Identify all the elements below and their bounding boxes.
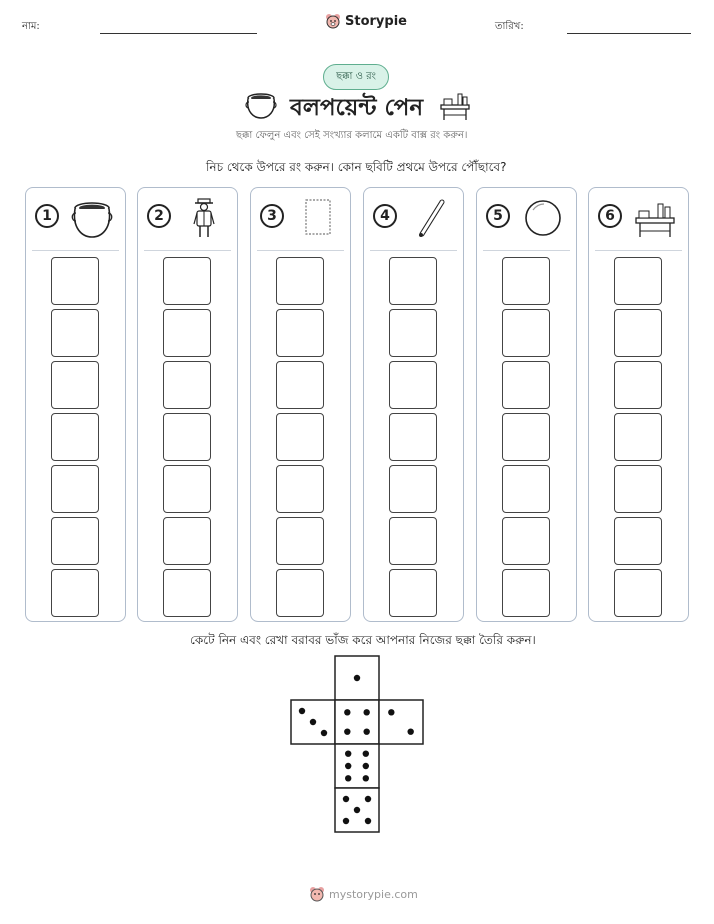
color-box[interactable]	[51, 569, 99, 617]
pot-icon	[68, 196, 116, 240]
color-box[interactable]	[502, 257, 550, 305]
color-box[interactable]	[276, 465, 324, 513]
ball-icon	[519, 196, 567, 240]
column-number: 5	[486, 204, 510, 228]
brand-logo	[325, 13, 407, 29]
date-label: তারিখ:	[495, 21, 524, 32]
column-5	[476, 187, 577, 622]
footer-logo	[309, 886, 418, 902]
die-face-6	[335, 744, 379, 788]
instruction-text: নিচ থেকে উপরে রং করুন। কোন ছবিটি প্রথমে উপরে পৌঁছাবে?	[206, 160, 507, 174]
workbench-icon	[438, 88, 472, 122]
color-box[interactable]	[163, 413, 211, 461]
column-divider	[32, 250, 119, 251]
color-box[interactable]	[614, 517, 662, 565]
die-pip	[363, 750, 369, 756]
die-pip	[363, 775, 369, 781]
die-face-1	[335, 656, 379, 700]
die-face-3	[291, 700, 335, 744]
color-box[interactable]	[614, 413, 662, 461]
color-box[interactable]	[276, 361, 324, 409]
column-number: 3	[260, 204, 284, 228]
column-divider	[595, 250, 682, 251]
workbench-icon	[631, 196, 679, 240]
color-box[interactable]	[163, 517, 211, 565]
name-label: নাম:	[22, 21, 40, 32]
color-box[interactable]	[51, 309, 99, 357]
color-box[interactable]	[51, 257, 99, 305]
color-box[interactable]	[276, 569, 324, 617]
color-box[interactable]	[614, 361, 662, 409]
die-face-5	[335, 788, 379, 832]
color-box[interactable]	[502, 517, 550, 565]
color-box[interactable]	[276, 309, 324, 357]
color-box[interactable]	[389, 517, 437, 565]
die-net[interactable]	[280, 650, 440, 840]
name-line[interactable]	[100, 33, 257, 34]
die-pip	[354, 675, 360, 681]
color-box[interactable]	[163, 361, 211, 409]
color-box[interactable]	[502, 465, 550, 513]
column-divider	[257, 250, 344, 251]
die-pip	[363, 763, 369, 769]
color-box[interactable]	[163, 257, 211, 305]
cut-instruction: কেটে নিন এবং রেখা বরাবর ভাঁজ করে আপনার নিজের ছক্কা তৈরি করুন।	[190, 633, 536, 647]
column-4	[363, 187, 464, 622]
color-box[interactable]	[614, 465, 662, 513]
pot-icon	[244, 90, 278, 120]
page-title: বলপয়েন্ট পেন	[290, 95, 424, 121]
die-pip	[299, 708, 305, 714]
column-divider	[483, 250, 570, 251]
color-box[interactable]	[614, 309, 662, 357]
pen-icon	[406, 196, 454, 240]
color-box[interactable]	[51, 361, 99, 409]
column-number: 1	[35, 204, 59, 228]
color-box[interactable]	[163, 569, 211, 617]
column-divider	[370, 250, 457, 251]
column-number: 4	[373, 204, 397, 228]
column-1	[25, 187, 126, 622]
footer-url: mystorypie.com	[329, 887, 418, 901]
column-number: 6	[598, 204, 622, 228]
date-line[interactable]	[567, 33, 691, 34]
die-pip	[363, 728, 369, 734]
die-pip	[343, 818, 349, 824]
die-pip	[345, 763, 351, 769]
die-pip	[388, 709, 394, 715]
column-2	[137, 187, 238, 622]
color-box[interactable]	[389, 413, 437, 461]
color-box[interactable]	[389, 309, 437, 357]
die-face-2	[379, 700, 423, 744]
color-box[interactable]	[502, 361, 550, 409]
color-box[interactable]	[276, 413, 324, 461]
die-pip	[354, 807, 360, 813]
paper-sheet-icon	[293, 196, 341, 240]
color-box[interactable]	[389, 569, 437, 617]
color-box[interactable]	[51, 517, 99, 565]
column-3	[250, 187, 351, 622]
color-box[interactable]	[389, 257, 437, 305]
color-box[interactable]	[614, 569, 662, 617]
die-pip	[407, 728, 413, 734]
bear-icon	[309, 886, 325, 902]
die-pip	[344, 709, 350, 715]
column-divider	[144, 250, 231, 251]
color-box[interactable]	[614, 257, 662, 305]
color-box[interactable]	[276, 517, 324, 565]
color-box[interactable]	[51, 465, 99, 513]
die-face-4	[335, 700, 379, 744]
column-number: 2	[147, 204, 171, 228]
man-figure-icon	[180, 196, 228, 240]
color-box[interactable]	[163, 309, 211, 357]
color-box[interactable]	[502, 569, 550, 617]
die-pip	[365, 818, 371, 824]
column-6	[588, 187, 689, 622]
die-pip	[310, 719, 316, 725]
die-pip	[345, 750, 351, 756]
color-box[interactable]	[276, 257, 324, 305]
color-box[interactable]	[163, 465, 211, 513]
mode-badge: ছক্কা ও রং	[323, 64, 389, 90]
color-box[interactable]	[389, 361, 437, 409]
bear-icon	[325, 13, 341, 29]
die-pip	[321, 730, 327, 736]
brand-name: Storypie	[345, 13, 407, 29]
color-box[interactable]	[502, 413, 550, 461]
die-pip	[343, 796, 349, 802]
die-pip	[345, 775, 351, 781]
color-box[interactable]	[502, 309, 550, 357]
die-pip	[365, 796, 371, 802]
color-box[interactable]	[389, 465, 437, 513]
color-box[interactable]	[51, 413, 99, 461]
subtitle: ছক্কা ফেলুন এবং সেই সংখ্যার কলামে একটি বাক্স রং করুন।	[236, 130, 468, 141]
die-pip	[344, 728, 350, 734]
die-pip	[363, 709, 369, 715]
